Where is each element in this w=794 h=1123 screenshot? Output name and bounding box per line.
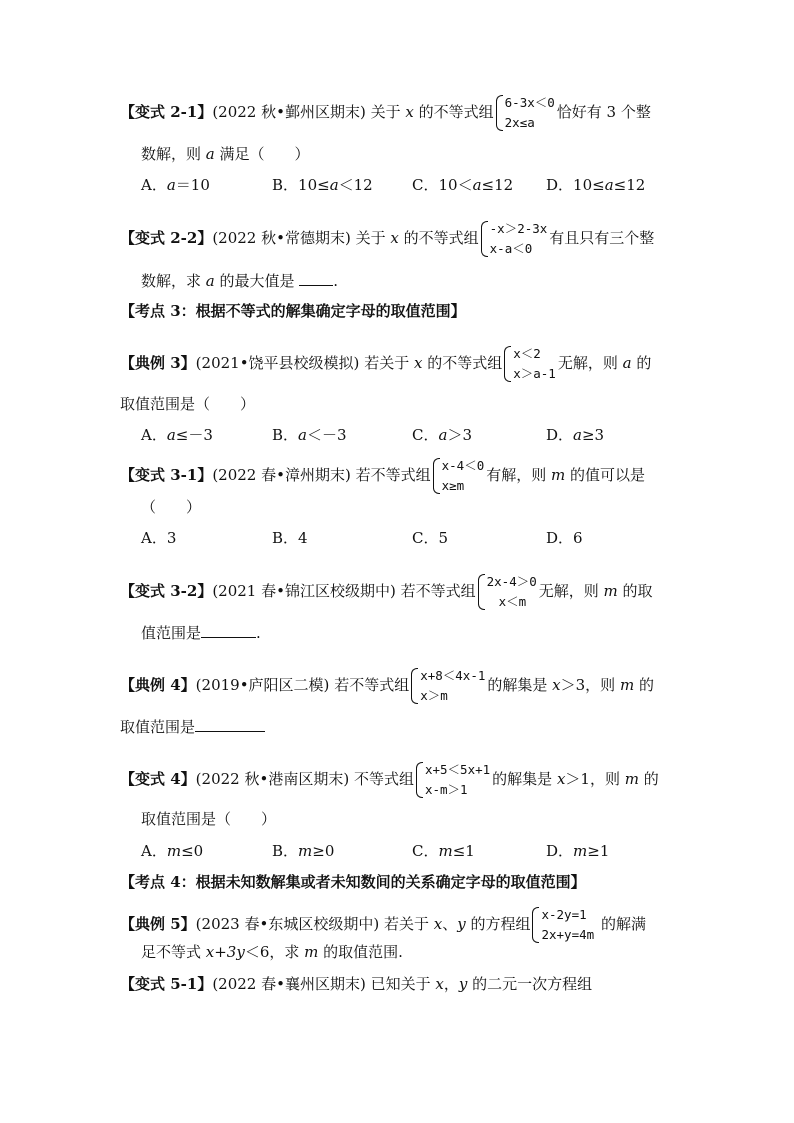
option-c[interactable]: C．m≤1: [412, 842, 475, 860]
section-heading-3: 【考点 3：根据不等式的解集确定字母的取值范围】: [120, 302, 466, 320]
problem-4-options: [141, 840, 701, 862]
answer-blank[interactable]: [195, 717, 265, 732]
option-a[interactable]: A．a＝10: [141, 176, 210, 194]
example-5-line2: 足不等式 x+3y＜6，求 m 的取值范围.: [141, 943, 403, 961]
example-3-options: [141, 424, 701, 446]
option-a[interactable]: A．m≤0: [141, 842, 204, 860]
problem-2-2-line1: 【变式 2-2】(2022 秋•常德期末) 关于 x 的不等式组 -x＞2-3x x-a＜0 有且只有三个整: [120, 219, 654, 259]
problem-3-2-line2: 值范围是 .: [141, 624, 261, 642]
example-5-line1: 【典例 5】(2023 春•东城区校级期中) 若关于 x、y 的方程组 x-2y=1 2x+y=4m 的解满: [120, 905, 646, 945]
option-b[interactable]: B．m≥0: [272, 842, 335, 860]
option-b[interactable]: B．4: [272, 529, 308, 547]
problem-3-2-line1: 【变式 3-2】(2021 春•锦江区校级期中) 若不等式组 2x-4＞0 x＜m 无解，则 m 的取: [120, 572, 653, 612]
problem-2-1-line1: 【变式 2-1】(2022 秋•鄞州区期末) 关于 x 的不等式组 6-3x＜0 2x≤a 恰好有 3 个整: [120, 93, 651, 133]
example-4-line1: 【典例 4】(2019•庐阳区二模) 若不等式组 x+8＜4x-1 x＞m 的解集是 x＞3，则 m 的: [120, 666, 654, 706]
option-c[interactable]: C．10＜a≤12: [412, 176, 514, 194]
inequality-system: x+5＜5x+1 x-m＞1: [416, 760, 490, 800]
inequality-system: 6-3x＜0 2x≤a: [496, 93, 555, 133]
inequality-system: x-4＜0 x≥m: [433, 456, 485, 496]
option-d[interactable]: D．10≤a≤12: [546, 176, 646, 194]
inequality-system: 2x-4＞0 x＜m: [478, 572, 537, 612]
problem-4-line2: 取值范围是（ ）: [141, 810, 277, 828]
example-3-line2: 取值范围是（ ）: [120, 395, 256, 413]
problem-3-1-line2: （ ）: [141, 498, 202, 516]
option-c[interactable]: C．5: [412, 529, 449, 547]
inequality-system: x+8＜4x-1 x＞m: [411, 666, 485, 706]
option-b[interactable]: B．10≤a＜12: [272, 176, 373, 194]
problem-tag: 【变式 2-1】: [120, 103, 213, 121]
problem-2-2-line2: 数解，求 a 的最大值是 .: [141, 272, 339, 290]
option-d[interactable]: D．m≥1: [546, 842, 610, 860]
inequality-system: -x＞2-3x x-a＜0: [481, 219, 548, 259]
problem-3-1-line1: 【变式 3-1】(2022 春•漳州期末) 若不等式组 x-4＜0 x≥m 有解，则 m 的值可以是: [120, 456, 645, 496]
answer-blank[interactable]: [299, 271, 333, 286]
problem-source: (2022 秋•鄞州区期末): [212, 103, 366, 121]
problem-2-1-line2: 数解，则 a 满足（ ）: [141, 145, 310, 163]
equation-system: x-2y=1 2x+y=4m: [532, 905, 594, 945]
option-c[interactable]: C．a＞3: [412, 426, 472, 444]
problem-2-1-options: [141, 174, 701, 196]
problem-5-1-line1: 【变式 5-1】(2022 春•襄州区期末) 已知关于 x，y 的二元一次方程组: [120, 975, 593, 993]
section-heading-4: 【考点 4：根据未知数解集或者未知数间的关系确定字母的取值范围】: [120, 873, 586, 891]
inequality-system: x＜2 x＞a-1: [504, 344, 556, 384]
option-a[interactable]: A．3: [141, 529, 177, 547]
answer-blank[interactable]: [201, 623, 256, 638]
option-d[interactable]: D．6: [546, 529, 583, 547]
option-b[interactable]: B．a＜－3: [272, 426, 347, 444]
problem-4-line1: 【变式 4】(2022 秋•港南区期末) 不等式组 x+5＜5x+1 x-m＞1 的解集是 x＞1，则 m 的: [120, 760, 659, 800]
option-d[interactable]: D．a≥3: [546, 426, 605, 444]
problem-3-1-options: [141, 527, 701, 549]
example-4-line2: 取值范围是: [120, 716, 265, 738]
option-a[interactable]: A．a≤－3: [141, 426, 213, 444]
example-3-line1: 【典例 3】(2021•饶平县校级模拟) 若关于 x 的不等式组 x＜2 x＞a-1 无解，则 a 的: [120, 344, 651, 384]
